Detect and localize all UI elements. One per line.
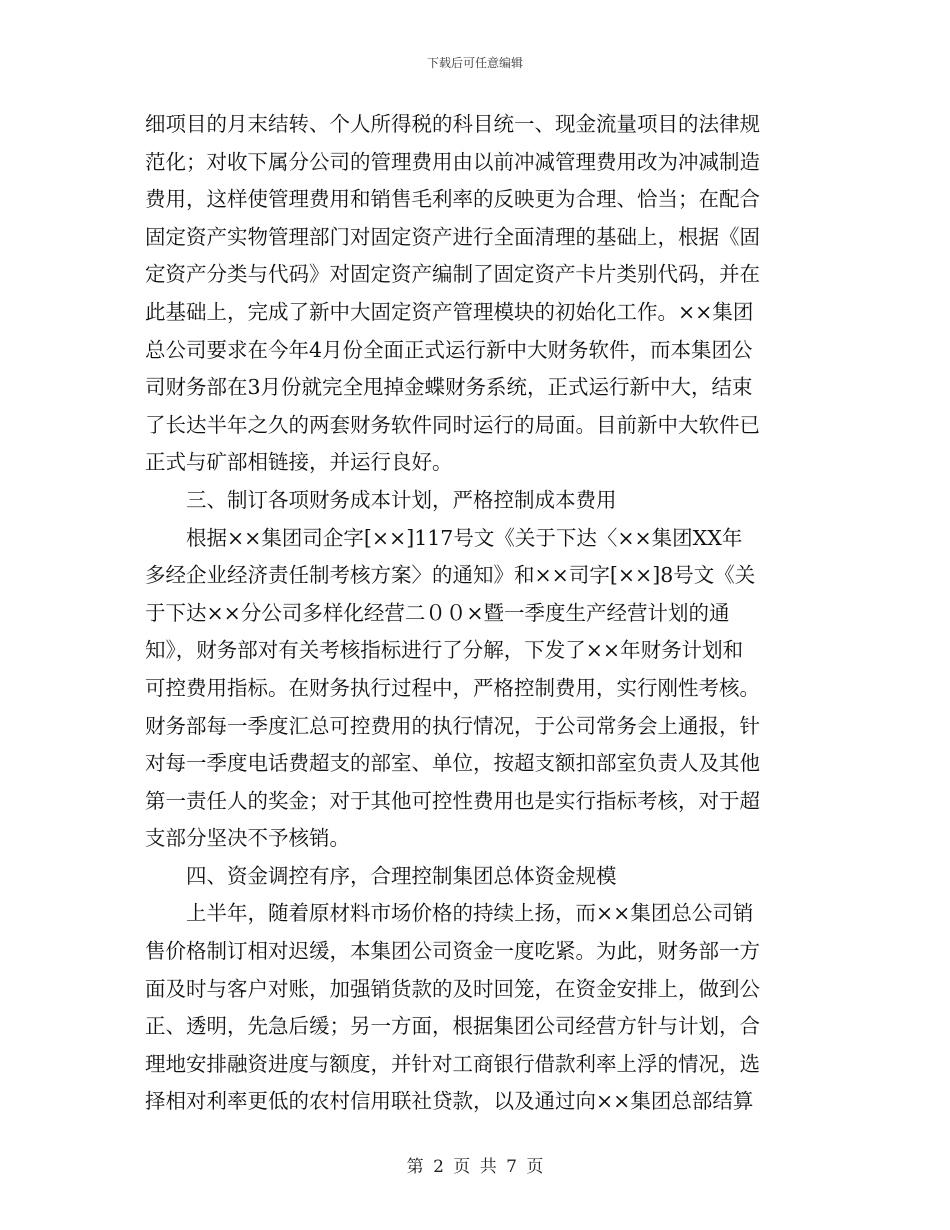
section-heading: 四、资金调控有序，合理控制集团总体资金规模 [145,863,617,888]
body-line: 细项目的月末结转、个人所得税的科目统一、现金流量项目的法律规 [145,112,760,136]
body-line: 此基础上，完成了新中大固定资产管理模块的初始化工作。××集团 [145,299,754,324]
page-number: 第 2 页 共 7 页 [406,1157,544,1177]
body-line: 第一责任人的奖金；对于其他可控性费用也是实行指标考核，对于超 [145,788,760,813]
body-line: 根据××集团司企字[××]117号文《关于下达〈××集团XX年 [145,525,743,550]
body-line: 售价格制订相对迟缓，本集团公司资金一度吃紧。为此，财务部一方 [145,939,760,964]
section-heading: 三、制订各项财务成本计划，严格控制成本费用 [145,487,617,512]
body-line: 支部分坚决不予核销。 [145,826,350,851]
body-line: 财务部每一季度汇总可控费用的执行情况，于公司常务会上通报，针 [145,713,760,738]
body-line: 对每一季度电话费超支的部室、单位，按超支额扣部室负责人及其他 [145,751,760,776]
body-line: 面及时与客户对账，加强销货款的及时回笼，在资金安排上，做到公 [145,976,760,1001]
page-header: 下载后可任意编辑 [426,56,523,70]
body-line: 范化；对收下属分公司的管理费用由以前冲减管理费用改为冲减制造 [145,149,760,174]
body-line: 费用，这样使管理费用和销售毛利率的反映更为合理、恰当；在配合 [145,187,760,212]
body-line: 多经企业经济责任制考核方案〉的通知》和××司字[××]8号文《关 [145,563,756,588]
body-line: 司财务部在3月份就完全甩掉金蝶财务系统，正式运行新中大，结束 [145,375,753,400]
body-line: 理地安排融资进度与额度，并针对工商银行借款利率上浮的情况，选 [145,1051,760,1076]
body-line: 总公司要求在今年4月份全面正式运行新中大财务软件，而本集团公 [145,337,753,362]
body-line: 了长达半年之久的两套财务软件同时运行的局面。目前新中大软件已 [145,412,760,437]
body-line: 上半年，随着原材料市场价格的持续上扬，而××集团总公司销 [145,901,754,926]
body-line: 择相对利率更低的农村信用联社贷款，以及通过向××集团总部结算 [145,1089,754,1114]
document-body [145,106,805,1121]
body-line: 可控费用指标。在财务执行过程中，严格控制费用，实行刚性考核。 [145,675,760,700]
body-line: 定资产分类与代码》对固定资产编制了固定资产卡片类别代码，并在 [145,262,760,287]
body-line: 正式与矿部相链接，并运行良好。 [145,450,453,475]
body-line: 知》，财务部对有关考核指标进行了分解，下发了××年财务计划和 [145,638,744,663]
body-line: 固定资产实物管理部门对固定资产进行全面清理的基础上，根据《固 [145,224,760,249]
body-line: 正、透明，先急后缓；另一方面，根据集团公司经营方针与计划，合 [145,1014,760,1039]
body-line: 于下达××分公司多样化经营二００×暨一季度生产经营计划的通 [145,600,730,625]
